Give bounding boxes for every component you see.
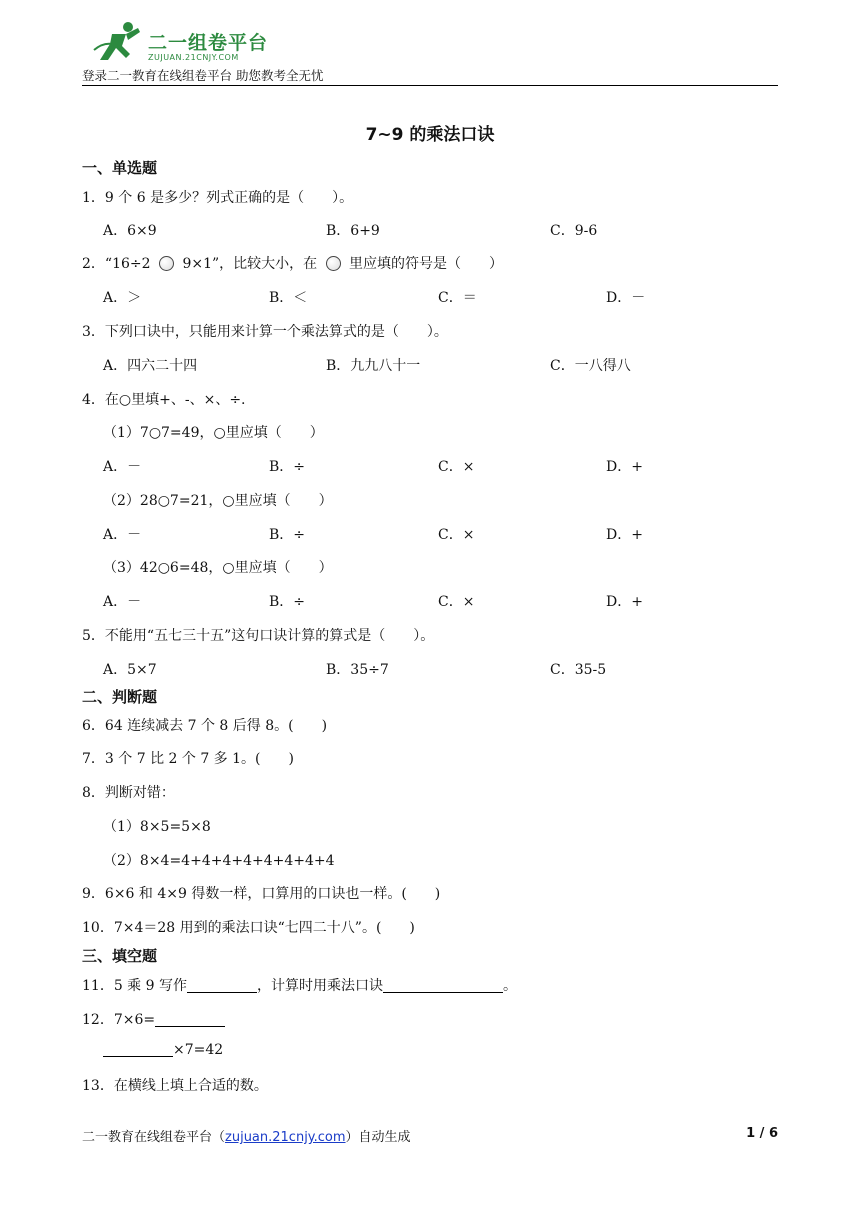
question-6-text: 6．64 连续减去 7 个 8 后得 8。( ): [82, 718, 328, 734]
q4-1-option-d: D．+: [606, 459, 643, 475]
question-10-text: 10．7×4＝28 用到的乘法口诀“七四二十八”。( ): [82, 920, 415, 936]
q4-part-3: （3）42○6=48，○里应填（ ）: [103, 560, 333, 576]
q2-option-c: C．＝: [438, 290, 477, 306]
footer-prefix: 二一教育在线组卷平台（: [82, 1130, 226, 1145]
section-heading-single-choice: 一、单选题: [82, 159, 158, 177]
page-title: 7~9 的乘法口诀: [365, 125, 495, 145]
q4-3-option-a: A．－: [103, 594, 142, 610]
question-4-text: 4．在○里填+、-、×、÷.: [82, 392, 246, 408]
question-12-line-1: [82, 1009, 225, 1029]
logo-text: 二一组卷平台: [148, 32, 269, 54]
compare-circle-icon: [326, 256, 341, 271]
runner-logo-icon: [92, 20, 146, 64]
q4-2-option-c: C．×: [438, 527, 475, 543]
page-number: 1 / 6: [746, 1126, 778, 1141]
q2-text-part3: 里应填的符号是（ ）: [349, 256, 504, 272]
logo-subtext: ZUJUAN.21CNJY.COM: [148, 53, 239, 62]
question-5-text: 5．不能用“五七三十五”这句口诀计算的算式是（ ）。: [82, 628, 435, 644]
q2-option-b: B．＜: [269, 290, 308, 306]
question-12-line-2: [103, 1042, 223, 1058]
header-tagline: 登录二一教育在线组卷平台 助您教考全无忧: [82, 68, 324, 83]
compare-circle-icon: [159, 256, 174, 271]
q12-text-part1: 12．7×6=: [82, 1012, 156, 1028]
q11-text-part2: ，计算时用乘法口诀: [256, 978, 383, 994]
q2-text-part1: 2．“16÷2: [82, 256, 151, 272]
answer-blank[interactable]: [187, 978, 257, 993]
question-3-text: 3．下列口诀中，只能用来计算一个乘法算式的是（ ）。: [82, 324, 448, 340]
q3-option-c: C．一八得八: [550, 358, 631, 374]
section-heading-fill-blank: 三、填空题: [82, 947, 158, 965]
q4-2-option-a: A．－: [103, 527, 142, 543]
question-9-text: 9．6×6 和 4×9 得数一样，口算用的口诀也一样。( ): [82, 886, 441, 902]
q4-3-option-d: D．+: [606, 594, 643, 610]
q4-1-option-a: A．－: [103, 459, 142, 475]
q12-text-part2: ×7=42: [173, 1042, 224, 1058]
q4-3-option-b: B．÷: [269, 594, 306, 610]
footer-link[interactable]: zujuan.21cnjy.com: [225, 1130, 346, 1145]
q5-option-c: C．35-5: [550, 662, 607, 678]
question-1-text: 1．9 个 6 是多少？列式正确的是（ ）。: [82, 190, 354, 206]
q3-option-b: B．九九八十一: [326, 358, 421, 374]
q5-option-b: B．35÷7: [326, 662, 389, 678]
q2-option-d: D．－: [606, 290, 646, 306]
platform-logo: [92, 20, 282, 64]
q4-2-option-d: D．+: [606, 527, 643, 543]
q1-option-c: C．9-6: [550, 223, 598, 239]
q4-1-option-c: C．×: [438, 459, 475, 475]
question-11-text: [82, 975, 517, 995]
answer-blank[interactable]: [155, 1012, 225, 1027]
q5-option-a: A．5×7: [103, 662, 157, 678]
q4-2-option-b: B．÷: [269, 527, 306, 543]
q4-part-1: （1）7○7=49，○里应填（ ）: [103, 425, 324, 441]
q1-option-b: B．6+9: [326, 223, 380, 239]
q11-text-part3: 。: [502, 978, 517, 994]
q4-3-option-c: C．×: [438, 594, 475, 610]
section-heading-true-false: 二、判断题: [82, 688, 158, 706]
q2-text-part2: 9×1”，比较大小，在: [182, 256, 318, 272]
footer-suffix: ）自动生成: [345, 1130, 411, 1145]
footer-text: [82, 1126, 411, 1145]
question-7-text: 7．3 个 7 比 2 个 7 多 1。( ): [82, 751, 294, 767]
header-divider: [82, 85, 778, 86]
q8-part-2: （2）8×4=4+4+4+4+4+4+4+4: [103, 853, 335, 869]
q11-text-part1: 11．5 乘 9 写作: [82, 978, 187, 994]
q2-option-a: A．＞: [103, 290, 142, 306]
question-2-text: [82, 253, 503, 273]
answer-blank[interactable]: [103, 1042, 173, 1057]
question-13-text: 13．在横线上填上合适的数。: [82, 1078, 268, 1094]
q4-1-option-b: B．÷: [269, 459, 306, 475]
q3-option-a: A．四六二十四: [103, 358, 198, 374]
answer-blank[interactable]: [383, 978, 503, 993]
question-8-text: 8．判断对错：: [82, 785, 175, 801]
q1-option-a: A．6×9: [103, 223, 157, 239]
q4-part-2: （2）28○7=21，○里应填（ ）: [103, 493, 333, 509]
q8-part-1: （1）8×5=5×8: [103, 819, 211, 835]
